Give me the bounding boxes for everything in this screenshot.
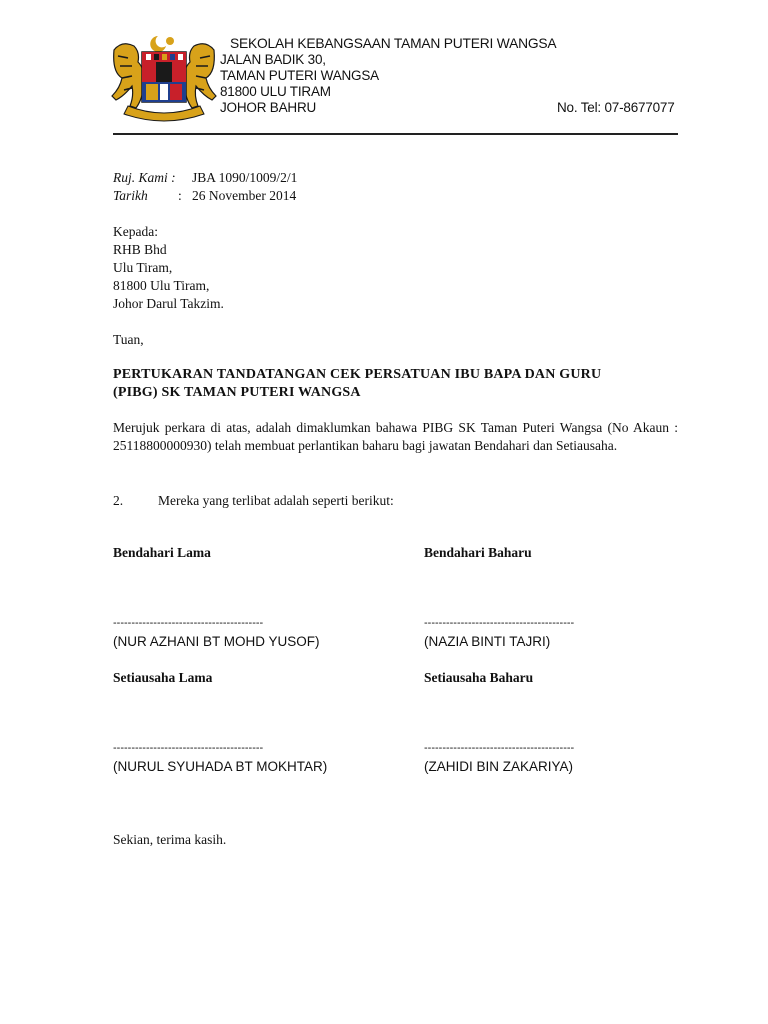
address-line-1: JALAN BADIK 30, (220, 52, 326, 67)
coat-of-arms-icon (108, 32, 220, 124)
signature-line-setiausaha-lama: ----------------------------------------- (113, 742, 264, 754)
subject-line-1: PERTUKARAN TANDATANGAN CEK PERSATUAN IBU BAPA DAN GURU (113, 367, 602, 382)
signature-line-bendahari-baharu: ----------------------------------------- (424, 617, 575, 629)
bendahari-lama-name: (NUR AZHANI BT MOHD YUSOF) (113, 634, 320, 649)
setiausaha-baharu-label: Setiausaha Baharu (424, 670, 534, 685)
letter-subject (113, 366, 678, 402)
bendahari-baharu-name: (NAZIA BINTI TAJRI) (424, 634, 551, 649)
signature-line-setiausaha-baharu: ----------------------------------------- (424, 742, 575, 754)
address-line-3: 81800 ULU TIRAM (220, 84, 331, 99)
setiausaha-lama-name: (NURUL SYUHADA BT MOKHTAR) (113, 759, 328, 774)
ruj-label: Ruj. Kami : (113, 170, 176, 185)
signature-line-bendahari-lama: ----------------------------------------- (113, 617, 264, 629)
paragraph-2-text: Mereka yang terlibat adalah seperti berikut: (158, 493, 394, 508)
subject-line-2: (PIBG) SK TAMAN PUTERI WANGSA (113, 385, 361, 400)
address-line-2: TAMAN PUTERI WANGSA (220, 68, 379, 83)
salutation: Tuan, (113, 332, 144, 347)
setiausaha-baharu-name: (ZAHIDI BIN ZAKARIYA) (424, 759, 574, 774)
recipient-line-3: 81800 Ulu Tiram, (113, 278, 210, 293)
letterhead-divider (113, 133, 678, 135)
recipient-line-2: Ulu Tiram, (113, 260, 173, 275)
closing-text: Sekian, terima kasih. (113, 832, 227, 847)
kepada-label: Kepada: (113, 224, 158, 239)
address-line-4: JOHOR BAHRU (220, 100, 317, 115)
paragraph-2-number: 2. (113, 493, 124, 508)
ruj-value: JBA 1090/1009/2/1 (192, 170, 298, 185)
paragraph-1: Merujuk perkara di atas, adalah dimaklumkan bahawa PIBG SK Taman Puteri Wangsa (No Akaun : 25118800000930) telah membuat perlantikan baharu bagi jawatan Bendahari dan Setiausaha. (113, 420, 678, 453)
phone-number: No. Tel: 07-8677077 (557, 100, 675, 115)
tarikh-value: 26 November 2014 (192, 188, 297, 203)
recipient-line-4: Johor Darul Takzim. (113, 296, 224, 311)
tarikh-separator: : (178, 188, 182, 203)
setiausaha-lama-label: Setiausaha Lama (113, 670, 213, 685)
tarikh-label: Tarikh (113, 188, 148, 203)
school-name: SEKOLAH KEBANGSAAN TAMAN PUTERI WANGSA (230, 36, 557, 51)
bendahari-lama-label: Bendahari Lama (113, 545, 211, 560)
bendahari-baharu-label: Bendahari Baharu (424, 545, 532, 560)
recipient-line-1: RHB Bhd (113, 242, 167, 257)
